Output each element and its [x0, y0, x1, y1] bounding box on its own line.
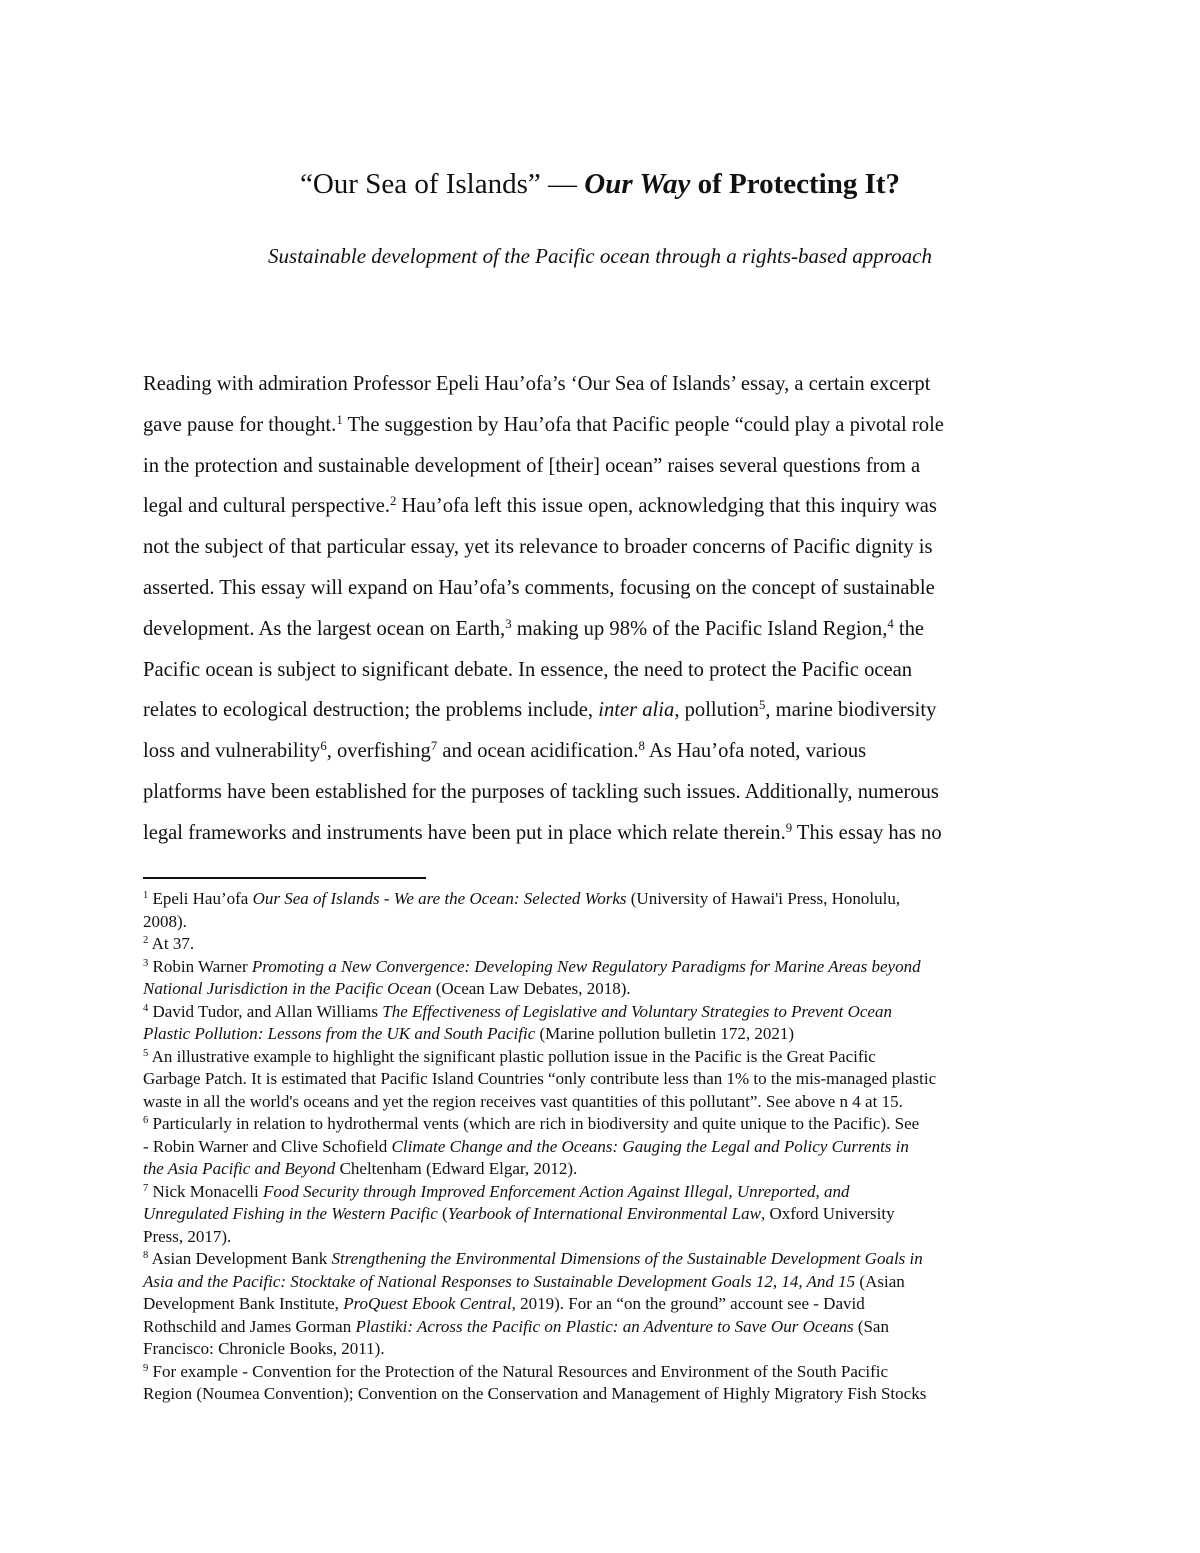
- footnote-line: [143, 1338, 1073, 1361]
- body-text-run: Hau’ofa left this issue open, acknowledging that this inquiry was: [396, 495, 937, 518]
- body-line: [143, 731, 1063, 772]
- footnote-ref[interactable]: 6: [320, 739, 327, 754]
- footnote-ref[interactable]: 8: [638, 739, 645, 754]
- footnote-italic: Unregulated Fishing in the Western Pacific: [143, 1204, 438, 1223]
- footnote-text: , Oxford University: [760, 1204, 895, 1223]
- footnote-text: Region (Noumea Convention); Convention on the Conservation and Management of Highly Migratory Fish Stocks: [143, 1384, 927, 1403]
- footnote-line: [143, 1113, 1073, 1136]
- footnote-ref[interactable]: 2: [390, 494, 397, 509]
- footnote-line: [143, 888, 1073, 911]
- body-text-run: legal frameworks and instruments have been put in place which relate therein.: [143, 821, 786, 844]
- footnote-number: 6: [143, 1115, 149, 1127]
- footnote-line: [143, 978, 1073, 1001]
- body-text-run: As Hau’ofa noted, various: [644, 740, 867, 763]
- footnote-text: David Tudor, and Allan Williams: [148, 1001, 383, 1021]
- footnote-text: (Asian: [855, 1271, 905, 1291]
- footnote-number: 2: [143, 935, 149, 947]
- footnote-separator: [143, 877, 426, 879]
- title-text-part3: of Protecting It?: [690, 168, 901, 200]
- footnote-number: 7: [143, 1182, 149, 1194]
- footnote-line: [143, 1361, 1073, 1384]
- footnote-text: Cheltenham (Edward Elgar, 2012).: [335, 1159, 578, 1178]
- footnote-line: [143, 1001, 1073, 1024]
- footnote-number: 9: [143, 1362, 149, 1374]
- footnote-line: [143, 933, 1073, 956]
- footnote-text: At 37.: [148, 934, 195, 953]
- footnote-text: - Robin Warner and Clive Schofield: [143, 1136, 392, 1156]
- body-text-run: and ocean acidification.: [437, 740, 639, 763]
- body-text-run: making up 98% of the Pacific Island Region,: [511, 617, 888, 640]
- footnote-number: 5: [143, 1047, 149, 1059]
- footnote-text: Press, 2017).: [143, 1226, 232, 1246]
- footnote-text: waste in all the world's oceans and yet the region receives vast quantities of this pollutant”. See above n 4 at 15.: [143, 1091, 903, 1111]
- footnote-line: [143, 1203, 1073, 1226]
- footnote-ref[interactable]: 9: [785, 820, 793, 835]
- footnote-italic: Plastiki: Across the Pacific on Plastic: an Adventure to Save Our Oceans: [355, 1316, 854, 1336]
- body-line: [143, 527, 1063, 568]
- footnote-text: Francisco: Chronicle Books, 2011).: [143, 1339, 385, 1358]
- footnote-line: [143, 1023, 1073, 1046]
- footnote-text: An illustrative example to highlight the significant plastic pollution issue in the Pacific is the Great Pacific: [148, 1046, 876, 1066]
- footnote-italic: Food Security through Improved Enforcement Action Against Illegal, Unreported, and: [262, 1181, 850, 1201]
- footnote-line: [143, 1226, 1073, 1249]
- body-text-run: gave pause for thought.: [143, 413, 337, 436]
- footnote-text: (: [437, 1204, 448, 1223]
- footnote-ref[interactable]: 7: [430, 739, 438, 754]
- body-paragraph: [143, 364, 1063, 854]
- title-text-part1: “Our Sea of Islands” —: [299, 168, 585, 200]
- footnote-text: Particularly in relation to hydrothermal vents (which are rich in biodiversity and quite unique to the Pacific). See: [148, 1114, 920, 1133]
- body-text-run: platforms have been established for the purposes of tackling such issues. Additionally, numerous: [143, 780, 939, 803]
- body-text-run: Pacific ocean is subject to significant debate. In essence, the need to protect the Pacific ocean: [143, 658, 913, 681]
- footnote-italic: Plastic Pollution: Lessons from the UK and South Pacific: [143, 1024, 536, 1043]
- footnote-text: 2008).: [143, 911, 187, 931]
- body-text-run: This essay has no: [792, 821, 942, 844]
- footnote-number: 8: [143, 1250, 149, 1262]
- footnote-number: 1: [143, 890, 149, 902]
- body-italic-run: inter alia: [598, 699, 675, 722]
- body-line: [143, 405, 1063, 446]
- footnote-italic: ProQuest Ebook Central: [343, 1294, 512, 1313]
- footnote-italic: Our Sea of Islands - We are the Ocean: Selected Works: [252, 889, 627, 908]
- footnote-text: , 2019). For an “on the ground” account see - David: [511, 1294, 865, 1313]
- footnote-line: [143, 1248, 1073, 1271]
- footnote-text: Asian Development Bank: [148, 1249, 332, 1268]
- body-line: [143, 772, 1063, 813]
- page-title: [0, 166, 1200, 202]
- body-line: [143, 609, 1063, 650]
- footnote-italic: Climate Change and the Oceans: Gauging the Legal and Policy Currents in: [391, 1136, 909, 1156]
- footnote-line: [143, 1068, 1073, 1091]
- footnote-italic: National Jurisdiction in the Pacific Ocean: [143, 979, 432, 998]
- page-subtitle: Sustainable development of the Pacific ocean through a rights-based approach: [268, 244, 932, 268]
- footnote-text: (University of Hawai'i Press, Honolulu,: [626, 889, 901, 908]
- body-line: [143, 690, 1063, 731]
- body-text-run: not the subject of that particular essay, yet its relevance to broader concerns of Pacific dignity is: [143, 536, 933, 559]
- footnote-text: For example - Convention for the Protection of the Natural Resources and Environment of the South Pacific: [148, 1361, 889, 1381]
- footnote-line: [143, 1316, 1073, 1339]
- footnote-line: [143, 1181, 1073, 1204]
- body-text-run: , overfishing: [326, 740, 431, 763]
- body-text-run: in the protection and sustainable development of [their] ocean” raises several questions from a: [143, 454, 921, 477]
- body-line: [143, 650, 1063, 691]
- body-line: [143, 364, 1063, 405]
- footnote-number: 4: [143, 1002, 149, 1014]
- footnote-text: Nick Monacelli: [148, 1181, 263, 1201]
- footnote-text: Rothschild and James Gorman: [143, 1316, 356, 1336]
- body-text-run: , marine biodiversity: [765, 699, 937, 722]
- footnote-text: (Marine pollution bulletin 172, 2021): [535, 1024, 794, 1043]
- footnote-line: [143, 1271, 1073, 1294]
- footnote-line: [143, 1091, 1073, 1114]
- body-line: [143, 446, 1063, 487]
- footnote-number: 3: [143, 957, 149, 969]
- footnotes-section: [143, 888, 1073, 1406]
- footnote-text: Epeli Hau’ofa: [148, 889, 253, 908]
- footnote-italic: Promoting a New Convergence: Developing New Regulatory Paradigms for Marine Areas beyond: [251, 956, 921, 976]
- footnote-text: Development Bank Institute,: [143, 1294, 344, 1313]
- body-text-run: relates to ecological destruction; the problems include,: [143, 699, 599, 722]
- footnote-text: (Ocean Law Debates, 2018).: [431, 979, 631, 998]
- footnote-text: Garbage Patch. It is estimated that Pacific Island Countries “only contribute less than 1% to the mis-managed plastic: [143, 1069, 937, 1088]
- footnote-text: (San: [853, 1316, 889, 1336]
- body-text-run: development. As the largest ocean on Earth,: [143, 617, 506, 640]
- footnote-line: [143, 956, 1073, 979]
- footnote-text: Robin Warner: [148, 956, 252, 976]
- footnote-line: [143, 1136, 1073, 1159]
- body-line: [143, 486, 1063, 527]
- body-text-run: Reading with admiration Professor Epeli Hau’ofa’s ‘Our Sea of Islands’ essay, a certain excerpt: [143, 373, 931, 395]
- body-line: [143, 568, 1063, 609]
- body-text-run: legal and cultural perspective.: [143, 495, 391, 518]
- body-text-run: The suggestion by Hau’ofa that Pacific people “could play a pivotal role: [342, 413, 944, 436]
- footnote-italic: the Asia Pacific and Beyond: [143, 1159, 336, 1178]
- footnote-line: [143, 1383, 1073, 1406]
- footnote-line: [143, 1046, 1073, 1069]
- footnote-ref[interactable]: 5: [758, 698, 766, 713]
- footnote-italic: Yearbook of International Environmental Law: [447, 1204, 761, 1223]
- footnote-ref[interactable]: 4: [887, 616, 894, 631]
- footnote-italic: Strengthening the Environmental Dimensions of the Sustainable Development Goals in: [331, 1249, 923, 1268]
- footnote-ref[interactable]: 3: [505, 616, 512, 631]
- footnote-italic: Asia and the Pacific: Stocktake of National Responses to Sustainable Development Goals 12, 14, And 15: [143, 1271, 856, 1291]
- body-text-run: , pollution: [674, 699, 759, 722]
- footnote-ref[interactable]: 1: [336, 412, 343, 427]
- body-text-run: loss and vulnerability: [143, 740, 321, 763]
- footnote-line: [143, 1158, 1073, 1181]
- body-text-run: asserted. This essay will expand on Hau’ofa’s comments, focusing on the concept of sustainable: [143, 576, 935, 599]
- footnote-line: [143, 1293, 1073, 1316]
- footnote-line: [143, 911, 1073, 934]
- body-line: [143, 813, 1063, 854]
- footnote-italic: The Effectiveness of Legislative and Voluntary Strategies to Prevent Ocean: [382, 1001, 892, 1021]
- body-text-run: the: [893, 617, 925, 640]
- title-emphasis: Our Way: [584, 168, 691, 200]
